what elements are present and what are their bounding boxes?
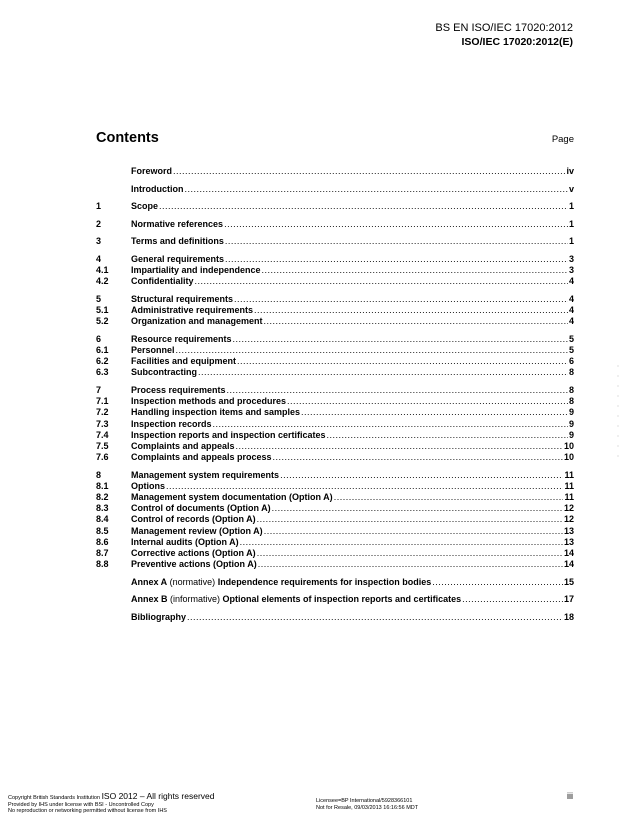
toc-entry-number: 8.6	[96, 536, 109, 547]
toc-group	[96, 612, 574, 623]
toc-entry-label	[131, 594, 461, 604]
toc-entry[interactable]	[96, 236, 574, 247]
toc-dot-leader	[287, 396, 568, 406]
toc-entry-label	[131, 514, 256, 524]
toc-entry-number: 2	[96, 218, 102, 229]
toc-entry-number: 8.5	[96, 525, 109, 536]
toc-entry-page: 14	[563, 559, 574, 570]
toc-dot-leader	[225, 236, 568, 246]
toc-entry-number: 8.1	[96, 480, 109, 491]
toc-dot-leader	[195, 276, 568, 286]
toc-entry-number: 4.1	[96, 265, 109, 276]
toc-dot-leader	[166, 481, 563, 491]
toc-entry-page: 9	[568, 418, 574, 429]
toc-dot-leader	[301, 407, 568, 417]
toc-entry-page: 12	[563, 514, 574, 525]
toc-entry-title: Confidentiality	[131, 276, 194, 287]
toc-entry-label	[131, 294, 233, 304]
toc-entry-label	[131, 559, 257, 569]
toc-dot-leader	[213, 419, 568, 429]
toc-entry-title: Subcontracting	[131, 367, 198, 378]
toc-entry-title: General requirements	[131, 253, 225, 264]
toc-entry[interactable]	[96, 407, 574, 418]
footer-resale: Not for Resale, 09/03/2013 16:16:56 MDT	[316, 804, 419, 811]
toc-dot-leader	[257, 548, 563, 558]
toc-entry[interactable]	[96, 612, 574, 623]
toc-entry-number: 6.2	[96, 356, 109, 367]
footer-left	[8, 793, 214, 815]
toc-dot-leader	[236, 441, 563, 451]
toc-entry-page: 11	[564, 492, 574, 503]
toc-entry-number: 5.1	[96, 305, 109, 316]
toc-entry[interactable]	[96, 367, 574, 378]
toc-entry[interactable]	[96, 559, 574, 570]
toc-entry[interactable]	[96, 276, 574, 287]
toc-entry-title: Structural requirements	[131, 293, 234, 304]
toc-entry-title: Administrative requirements	[131, 305, 254, 316]
toc-entry-page: 1	[568, 218, 574, 229]
footer-provided: Provided by IHS under license with BSI - Uncontrolled Copy	[8, 801, 154, 808]
toc-entry-page: 17	[563, 594, 574, 605]
toc-entry[interactable]	[96, 492, 574, 503]
toc-entry-title: Complaints and appeals	[131, 440, 235, 451]
toc-entry-page: 5	[568, 333, 574, 344]
toc-entry[interactable]	[96, 345, 574, 356]
toc-entry-label	[131, 305, 253, 315]
toc-entry-annex-type: (normative)	[167, 576, 218, 587]
toc-entry[interactable]	[96, 430, 574, 441]
toc-entry[interactable]	[96, 577, 574, 588]
toc-group	[96, 577, 574, 588]
toc-dot-leader	[176, 345, 568, 355]
toc-entry-title: Control of documents (Option A)	[131, 503, 271, 514]
toc-entry-title: Management review (Option A)	[131, 525, 263, 536]
footer-reproduction: No reproduction or networking permitted without license from IHS	[8, 808, 167, 814]
toc-group	[96, 201, 574, 212]
page-title: Contents	[96, 130, 159, 146]
toc-entry-label	[131, 492, 333, 502]
toc-entry-number: 6	[96, 333, 102, 344]
toc-entry-title: Handling inspection items and samples	[131, 407, 301, 418]
toc-group	[96, 184, 574, 195]
toc-entry-page: 5	[568, 344, 574, 355]
toc-entry-label	[131, 316, 263, 326]
toc-entry[interactable]	[96, 441, 574, 452]
toc-entry-page: 13	[563, 525, 574, 536]
toc-dot-leader	[462, 594, 563, 604]
toc-entry-number: 8	[96, 469, 102, 480]
toc-entry-title: Scope	[131, 201, 159, 212]
toc-entry-page: iv	[566, 166, 574, 176]
toc-entry-page: 9	[568, 407, 574, 418]
toc-entry-title: Annex A	[131, 576, 168, 587]
toc-entry-title: Preventive actions (Option A)	[131, 559, 257, 570]
toc-entry-page: 11	[564, 480, 574, 491]
footer-copyright: ISO 2012 – All rights reserved	[101, 791, 215, 801]
toc-entry[interactable]	[96, 594, 574, 605]
toc-entry-page: 1	[568, 236, 574, 247]
toc-entry[interactable]	[96, 385, 574, 396]
toc-entry-label	[131, 265, 261, 275]
table-of-contents	[96, 166, 574, 629]
toc-dot-leader	[327, 430, 568, 440]
toc-dot-leader	[224, 219, 568, 229]
toc-entry-label	[131, 367, 197, 377]
toc-entry[interactable]	[96, 305, 574, 316]
toc-entry-label	[131, 441, 235, 451]
toc-entry-page: 4	[568, 316, 574, 327]
footer-copyright-prefix: Copyright British Standards Institution	[8, 795, 101, 801]
toc-entry-label	[131, 254, 224, 264]
toc-entry-title: Corrective actions (Option A)	[131, 547, 256, 558]
toc-entry-title: Facilities and equipment	[131, 356, 237, 367]
toc-dot-leader	[257, 514, 563, 524]
toc-entry[interactable]	[96, 356, 574, 367]
toc-entry-title: Organization and management	[131, 316, 263, 327]
toc-entry[interactable]	[96, 514, 574, 525]
toc-entry-page: 4	[568, 276, 574, 287]
toc-entry-number: 7.6	[96, 452, 109, 463]
toc-entry-page: 3	[568, 265, 574, 276]
toc-dot-leader	[233, 334, 568, 344]
toc-entry-label	[131, 396, 286, 406]
toc-entry-title: Complaints and appeals process	[131, 452, 272, 463]
footer-page-number: iii	[567, 791, 573, 801]
toc-entry-page: 3	[568, 253, 574, 264]
toc-entry[interactable]	[96, 481, 574, 492]
toc-entry-page: 8	[568, 396, 574, 407]
toc-entry-title: Options	[131, 480, 165, 491]
toc-entry-title: Annex B	[131, 594, 168, 605]
toc-group	[96, 334, 574, 379]
toc-entry-page: 18	[563, 611, 574, 622]
toc-entry[interactable]	[96, 503, 574, 514]
toc-entry-page: 6	[568, 356, 574, 367]
toc-entry[interactable]	[96, 419, 574, 430]
toc-entry-label	[131, 201, 158, 211]
toc-entry-title: Internal audits (Option A)	[131, 536, 239, 547]
toc-entry-label	[131, 481, 165, 491]
toc-dot-leader	[258, 559, 563, 569]
toc-entry-page: 12	[563, 503, 574, 514]
toc-entry-title: Personnel	[131, 344, 175, 355]
toc-entry-page: 8	[568, 367, 574, 378]
toc-entry-number: 8.7	[96, 547, 109, 558]
toc-dot-leader	[234, 294, 568, 304]
toc-entry-page: 13	[563, 536, 574, 547]
toc-entry-label	[131, 452, 272, 462]
toc-entry-title: Terms and definitions	[131, 236, 224, 247]
toc-entry-page: v	[568, 183, 574, 194]
toc-dot-leader	[262, 265, 568, 275]
toc-entry-title: Management system documentation (Option A)	[131, 492, 333, 503]
toc-entry-title: Foreword	[131, 166, 173, 176]
toc-entry-number: 8.4	[96, 514, 109, 525]
header-iso-number: ISO/IEC 17020:2012(E)	[461, 36, 573, 48]
toc-entry-title: Bibliography	[131, 611, 187, 622]
toc-entry-label	[131, 184, 184, 194]
toc-entry-label	[131, 407, 300, 417]
footer-license	[316, 798, 418, 811]
toc-dot-leader	[173, 166, 565, 176]
toc-entry-title: Management system requirements	[131, 469, 280, 480]
toc-dot-leader	[273, 452, 563, 462]
toc-entry-page: 8	[568, 384, 574, 395]
toc-dot-leader	[187, 612, 563, 622]
toc-entry[interactable]	[96, 219, 574, 230]
vertical-watermark-dots	[614, 362, 622, 466]
toc-entry-label	[131, 419, 212, 429]
toc-entry-number: 8.8	[96, 559, 109, 570]
toc-entry-annex-title: Independence requirements for inspection bodies	[217, 576, 432, 587]
toc-entry-label	[131, 548, 256, 558]
toc-entry-title: Process requirements	[131, 384, 226, 395]
toc-entry-title: Introduction	[131, 183, 184, 194]
toc-group	[96, 219, 574, 230]
toc-entry-title: Normative references	[131, 218, 224, 229]
toc-entry-title: Inspection methods and procedures	[131, 396, 287, 407]
toc-entry-number: 7.1	[96, 396, 109, 407]
toc-dot-leader	[159, 201, 568, 211]
toc-entry[interactable]	[96, 265, 574, 276]
toc-dot-leader	[272, 503, 563, 513]
toc-group	[96, 166, 574, 177]
toc-group	[96, 294, 574, 328]
toc-group	[96, 385, 574, 463]
toc-dot-leader	[432, 577, 563, 587]
toc-entry-label	[131, 430, 326, 440]
toc-entry-label	[131, 503, 271, 513]
toc-dot-leader	[237, 356, 568, 366]
toc-entry[interactable]	[96, 201, 574, 212]
toc-entry-number: 8.2	[96, 492, 109, 503]
toc-entry-page: 11	[564, 469, 574, 480]
toc-dot-leader	[225, 254, 568, 264]
toc-entry-number: 7.5	[96, 440, 109, 451]
toc-entry-label	[131, 612, 186, 622]
toc-entry-number: 7.3	[96, 418, 109, 429]
toc-dot-leader	[264, 526, 563, 536]
toc-dot-leader	[198, 367, 568, 377]
toc-entry-title: Inspection records	[131, 418, 212, 429]
toc-entry[interactable]	[96, 184, 574, 195]
toc-entry-label	[131, 526, 263, 536]
toc-entry-label	[131, 166, 172, 176]
toc-entry[interactable]	[96, 470, 574, 481]
toc-entry-label	[131, 334, 232, 344]
toc-entry[interactable]	[96, 452, 574, 463]
toc-entry-page: 14	[563, 547, 574, 558]
toc-entry-label	[131, 470, 279, 480]
toc-group	[96, 236, 574, 247]
toc-dot-leader	[334, 492, 564, 502]
toc-entry[interactable]	[96, 548, 574, 559]
toc-dot-leader	[264, 316, 568, 326]
toc-entry-label	[131, 385, 226, 395]
toc-entry-title: Resource requirements	[131, 333, 232, 344]
toc-entry[interactable]	[96, 526, 574, 537]
toc-entry-number: 6.1	[96, 344, 109, 355]
toc-entry-label	[131, 577, 431, 587]
toc-entry[interactable]	[96, 254, 574, 265]
toc-entry-number: 4.2	[96, 276, 109, 287]
toc-entry-page: 10	[563, 440, 574, 451]
toc-entry-page: 9	[568, 429, 574, 440]
toc-entry[interactable]	[96, 334, 574, 345]
toc-entry-number: 5	[96, 293, 102, 304]
toc-entry-number: 7	[96, 384, 102, 395]
footer-licensee: Licensee=BP International/5928366101	[316, 798, 413, 804]
toc-entry-page: 1	[568, 201, 574, 212]
header-standard-number: BS EN ISO/IEC 17020:2012	[435, 22, 573, 34]
toc-entry-page: 4	[568, 293, 574, 304]
toc-dot-leader	[227, 385, 568, 395]
toc-entry[interactable]	[96, 537, 574, 548]
toc-entry-title: Inspection reports and inspection certificates	[131, 429, 326, 440]
toc-entry-number: 4	[96, 253, 102, 264]
toc-entry-page: 15	[563, 576, 574, 587]
toc-entry-number: 1	[96, 201, 102, 212]
toc-entry-title: Impartiality and independence	[131, 265, 261, 276]
toc-group	[96, 254, 574, 288]
toc-entry-label	[131, 356, 236, 366]
page-column-label: Page	[551, 134, 574, 145]
toc-entry-number: 6.3	[96, 367, 109, 378]
toc-dot-leader	[254, 305, 568, 315]
toc-entry-label	[131, 219, 223, 229]
toc-entry[interactable]	[96, 316, 574, 327]
toc-entry-number: 3	[96, 236, 102, 247]
toc-entry[interactable]	[96, 396, 574, 407]
toc-entry[interactable]	[96, 166, 574, 177]
toc-entry-number: 5.2	[96, 316, 109, 327]
toc-group	[96, 594, 574, 605]
toc-dot-leader	[280, 470, 563, 480]
toc-entry-page: 10	[563, 452, 574, 463]
toc-entry-label	[131, 537, 239, 547]
toc-entry-label	[131, 236, 224, 246]
toc-entry-label	[131, 276, 194, 286]
toc-entry-number: 8.3	[96, 503, 109, 514]
toc-entry-number: 7.2	[96, 407, 109, 418]
toc-entry-number: 7.4	[96, 429, 109, 440]
toc-entry-annex-type: (informative)	[167, 594, 223, 605]
toc-entry[interactable]	[96, 294, 574, 305]
toc-group	[96, 470, 574, 571]
toc-dot-leader	[185, 184, 568, 194]
toc-entry-title: Control of records (Option A)	[131, 514, 256, 525]
toc-dot-leader	[240, 537, 563, 547]
toc-entry-label	[131, 345, 175, 355]
toc-entry-annex-title: Optional elements of inspection reports and certificates	[222, 594, 462, 605]
toc-entry-page: 4	[568, 305, 574, 316]
